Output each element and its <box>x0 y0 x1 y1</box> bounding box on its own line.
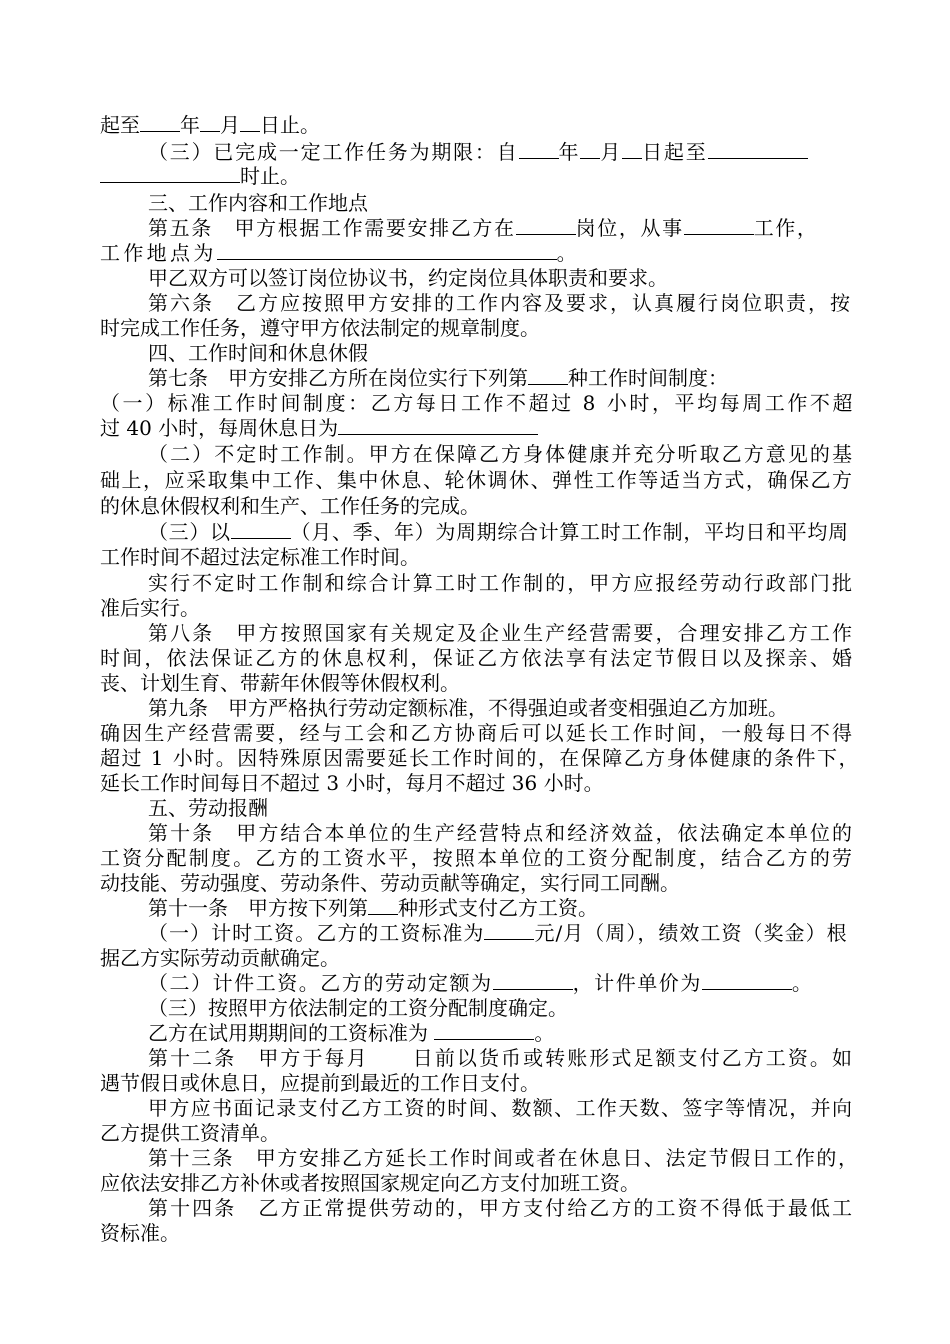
text-segment: 甲方应书面记录支付乙方工资的时间、数额、工作天数、签字等情况，并向 <box>148 1096 854 1120</box>
fill-in-blank[interactable] <box>100 163 240 183</box>
text-segment: 据乙方实际劳动贡献确定。 <box>100 946 340 970</box>
text-segment: 工作地点为 <box>100 241 217 265</box>
text-line <box>148 190 368 216</box>
text-segment: 的休息休假权利和生产、工作任务的完成。 <box>100 494 480 518</box>
fill-in-blank[interactable] <box>338 415 538 435</box>
text-segment: 工资分配制度。乙方的工资水平，按照本单位的工资分配制度，结合乙方的劳 <box>100 846 855 870</box>
text-segment: 工作时间不超过法定标准工作时间。 <box>100 545 420 569</box>
text-line <box>100 112 320 138</box>
text-segment: 延长工作时间每日不超过 3 小时，每月不超过 36 小时。 <box>100 771 604 795</box>
text-line <box>100 745 860 771</box>
text-segment: 五、劳动报酬 <box>148 796 268 820</box>
text-line <box>148 895 598 921</box>
text-segment: 第十三条 甲方安排乙方延长工作时间或者在休息日、法定节假日工作的， <box>148 1146 860 1170</box>
text-segment: 第七条 甲方安排乙方所在岗位实行下列第 <box>148 366 528 390</box>
text-segment: （一）标准工作时间制度：乙方每日工作不超过 8 小时，平均每周工作不超 <box>100 391 855 415</box>
text-segment: 准后实行。 <box>100 596 200 620</box>
fill-in-blank[interactable] <box>200 112 220 132</box>
text-line <box>148 820 854 846</box>
text-segment: （二）不定时工作制。甲方在保障乙方身体健康并充分听取乙方意见的基 <box>148 442 855 466</box>
text-line <box>100 1070 540 1096</box>
text-segment: 丧、计划生育、带薪年休假等休假权利。 <box>100 671 460 695</box>
text-segment: ，计件单价为 <box>572 971 702 995</box>
text-segment: 第九条 甲方严格执行劳动定额标准，不得强迫或者变相强迫乙方加班。 <box>148 696 788 720</box>
text-line <box>148 620 854 646</box>
text-segment: 乙方在试用期期间的工资标准为 <box>148 1021 435 1045</box>
text-segment: 乙方提供工资清单。 <box>100 1121 280 1145</box>
text-line <box>148 995 568 1021</box>
fill-in-blank[interactable] <box>708 139 808 159</box>
text-segment: （月、季、年）为周期综合计算工时工作制，平均日和平均周 <box>290 520 849 544</box>
text-line <box>100 163 300 189</box>
text-segment: （三）以 <box>148 520 231 544</box>
text-segment: 应依法安排乙方补休或者按照国家规定向乙方支付加班工资。 <box>100 1171 640 1195</box>
text-line <box>148 265 668 291</box>
text-line <box>100 1120 280 1146</box>
text-segment: 过 40 小时，每周休息日为 <box>100 416 339 440</box>
text-segment: 甲乙双方可以签订岗位协议书，约定岗位具体职责和要求。 <box>148 266 668 290</box>
text-segment: 起至 <box>100 113 140 137</box>
fill-in-blank[interactable] <box>217 240 557 260</box>
text-segment: 月 <box>220 113 240 137</box>
text-segment: 。 <box>534 1021 555 1045</box>
fill-in-blank[interactable] <box>580 139 600 159</box>
text-line <box>148 340 368 366</box>
text-segment: （一）计时工资。乙方的工资标准为 <box>148 921 485 945</box>
text-segment: 第八条 甲方按照国家有关规定及企业生产经营需要，合理安排乙方工作 <box>148 621 855 645</box>
fill-in-blank[interactable] <box>240 112 260 132</box>
text-segment: （二）计件工资。乙方的劳动定额为 <box>148 971 493 995</box>
text-line <box>148 970 813 996</box>
fill-in-blank[interactable] <box>702 970 792 990</box>
text-line <box>100 870 680 896</box>
text-segment: （三）按照甲方依法制定的工资分配制度确定。 <box>148 996 568 1020</box>
text-line <box>100 595 200 621</box>
text-segment: 实行不定时工作制和综合计算工时工作制的，甲方应报经劳动行政部门批 <box>148 571 855 595</box>
text-segment: 第十一条 甲方按下列第 <box>148 896 368 920</box>
text-line <box>148 1045 854 1071</box>
text-line <box>148 519 849 545</box>
text-segment: 元/月（周），绩效工资（奖金）根 <box>534 921 848 945</box>
text-line <box>148 570 854 596</box>
fill-in-blank[interactable] <box>493 970 573 990</box>
text-segment: 动技能、劳动强度、劳动条件、劳动贡献等确定，实行同工同酬。 <box>100 871 680 895</box>
text-segment: 超过 1 小时。因特殊原因需要延长工作时间的，在保障乙方身体健康的条件下， <box>100 746 860 770</box>
text-line <box>148 1095 853 1121</box>
fill-in-blank[interactable] <box>434 1020 534 1040</box>
text-segment: 岗位，从事 <box>575 216 684 240</box>
text-line <box>148 215 819 241</box>
text-segment: 确因生产经营需要，经与工会和乙方协商后可以延长工作时间，一般每日不得 <box>100 721 855 745</box>
text-line <box>148 695 788 721</box>
fill-in-blank[interactable] <box>622 139 642 159</box>
fill-in-blank[interactable] <box>484 920 534 940</box>
text-segment: 日起至 <box>642 140 708 164</box>
fill-in-blank[interactable] <box>528 365 568 385</box>
fill-in-blank[interactable] <box>140 112 180 132</box>
text-segment: 遇节假日或休息日，应提前到最近的工作日支付。 <box>100 1071 540 1095</box>
text-line <box>100 670 460 696</box>
text-segment: 。 <box>556 241 581 265</box>
text-segment: 时止。 <box>240 164 300 188</box>
text-line <box>100 415 538 441</box>
text-segment: 第十四条 乙方正常提供劳动的，甲方支付给乙方的工资不得低于最低工 <box>148 1196 855 1220</box>
text-segment: 日止。 <box>260 113 320 137</box>
text-line <box>100 493 480 519</box>
text-line <box>148 290 852 316</box>
text-line <box>100 1170 640 1196</box>
text-segment: 。 <box>791 971 814 995</box>
fill-in-blank[interactable] <box>368 895 398 915</box>
fill-in-blank[interactable] <box>231 519 291 539</box>
text-line <box>100 467 854 493</box>
text-line <box>100 845 854 871</box>
text-segment: 工作， <box>753 216 819 240</box>
fill-in-blank[interactable] <box>516 215 576 235</box>
text-segment: 年 <box>558 140 581 164</box>
text-line <box>100 770 604 796</box>
text-line <box>100 544 420 570</box>
text-line <box>100 1220 180 1246</box>
text-segment: 第五条 甲方根据工作需要安排乙方在 <box>148 216 516 240</box>
text-segment: 资标准。 <box>100 1221 180 1245</box>
text-line <box>148 441 854 467</box>
text-line <box>148 795 268 821</box>
text-line <box>148 1195 854 1221</box>
text-segment: 年 <box>180 113 200 137</box>
text-segment: 时完成工作任务，遵守甲方依法制定的规章制度。 <box>100 316 540 340</box>
text-line <box>100 945 340 971</box>
text-segment: 种工作时间制度： <box>568 366 728 390</box>
text-segment: 四、工作时间和休息休假 <box>148 341 368 365</box>
text-line <box>100 645 854 671</box>
text-line <box>100 315 540 341</box>
text-line <box>148 139 808 165</box>
text-line <box>100 720 854 746</box>
text-line <box>148 365 728 391</box>
text-segment: 时间，依法保证乙方的休息权利，保证乙方依法享有法定节假日以及探亲、婚 <box>100 646 855 670</box>
text-line <box>100 240 580 266</box>
text-segment: 月 <box>600 140 623 164</box>
text-segment: 第十二条 甲方于每月 日前以货币或转账形式足额支付乙方工资。如 <box>148 1046 855 1070</box>
text-line <box>148 1145 860 1171</box>
text-line <box>148 1020 554 1046</box>
fill-in-blank[interactable] <box>519 139 559 159</box>
text-segment: 第六条 乙方应按照甲方安排的工作内容及要求，认真履行岗位职责，按 <box>148 291 852 315</box>
text-segment: 种形式支付乙方工资。 <box>398 896 598 920</box>
fill-in-blank[interactable] <box>684 215 754 235</box>
text-segment: （三）已完成一定工作任务为期限：自 <box>148 140 519 164</box>
text-segment: 础上，应采取集中工作、集中休息、轮休调休、弹性工作等适当方式，确保乙方 <box>100 468 854 492</box>
text-segment: 三、工作内容和工作地点 <box>148 191 368 215</box>
text-line <box>100 390 855 416</box>
text-line <box>148 920 848 946</box>
text-segment: 第十条 甲方结合本单位的生产经营特点和经济效益，依法确定本单位的 <box>148 821 855 845</box>
